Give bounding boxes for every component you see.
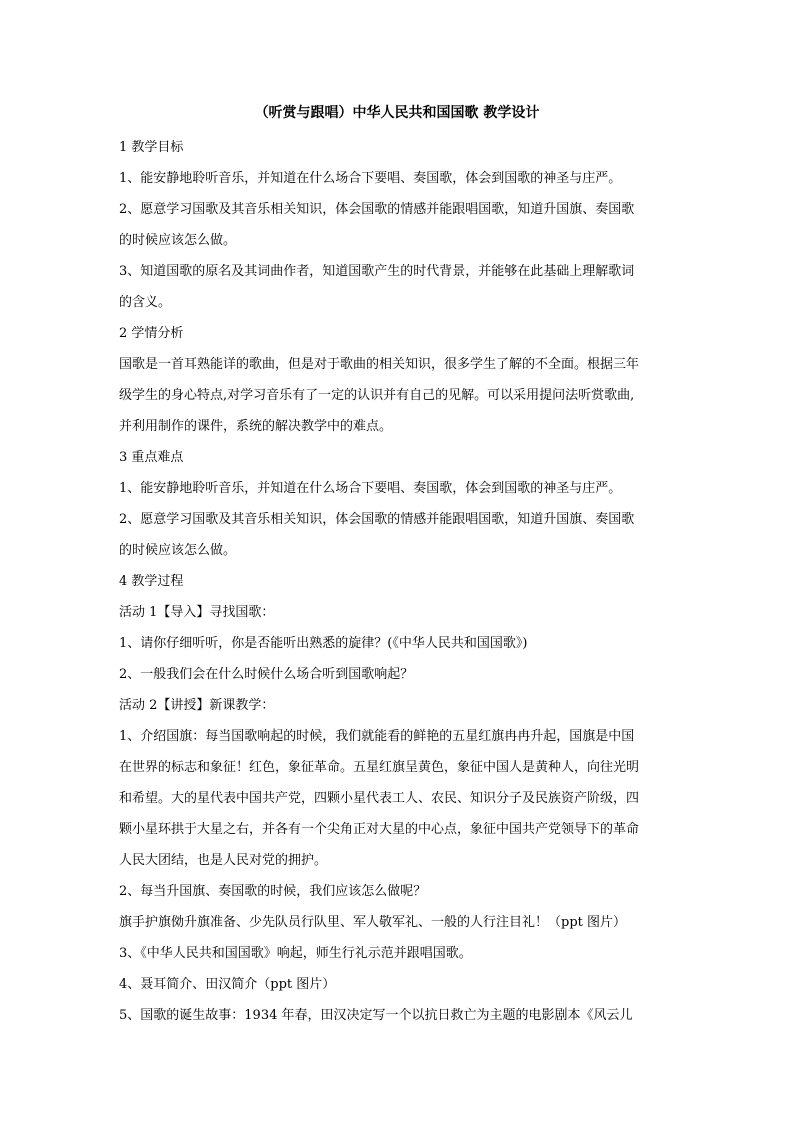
text-line: 3、知道国歌的原名及其词曲作者，知道国歌产生的时代背景，并能够在此基础上理解歌词: [119, 264, 635, 279]
text-line: 并利用制作的课件，系统的解决教学中的难点。: [119, 419, 393, 434]
text-line: 活动 1【导入】寻找国歌：: [119, 605, 275, 620]
text-line: 人民大团结，也是人民对党的拥护。: [119, 853, 328, 868]
text-line: 的含义。: [119, 295, 172, 310]
document-title: （听赏与跟唱）中华人民共和国国歌 教学设计: [254, 105, 540, 121]
text-line: 1 教学目标: [119, 140, 184, 155]
text-line: 4 教学过程: [119, 574, 184, 589]
text-line: 2 学情分析: [119, 326, 184, 341]
text-line: 活动 2【讲授】新课教学：: [119, 698, 275, 713]
text-line: 4、聂耳简介、田汉简介（ppt 图片）: [119, 977, 336, 992]
text-line: 的时候应该怎么做。: [119, 233, 237, 248]
text-line: 1、能安静地聆听音乐，并知道在什么场合下要唱、奏国歌，体会到国歌的神圣与庄严。: [119, 481, 622, 496]
document-body: [119, 102, 675, 1031]
text-line: 级学生的身心特点,对学习音乐有了一定的认识并有自己的见解。可以采用提问法听赏歌曲,: [119, 388, 635, 403]
text-line: 2、一般我们会在什么时候什么场合听到国歌响起？: [119, 667, 414, 682]
text-line: 1、介绍国旗：每当国歌响起的时候，我们就能看的鲜艳的五星红旗冉冉升起，国旗是中国: [119, 729, 635, 744]
text-line: 5、国歌的诞生故事：1934 年春，田汉决定写一个以抗日救亡为主题的电影剧本《风云儿: [119, 1008, 633, 1023]
text-line: 3、《中华人民共和国国歌》响起，师生行礼示范并跟唱国歌。: [119, 946, 472, 961]
document-lines: [119, 132, 675, 1031]
text-line: 1、请你仔细听听，你是否能听出熟悉的旋律？(《中华人民共和国国歌》): [119, 636, 528, 651]
text-line: 和希望。大的星代表中国共产党，四颗小星代表工人、农民、知识分子及民族资产阶级，四: [119, 791, 640, 806]
text-line: 3 重点难点: [119, 450, 184, 465]
text-line: 的时候应该怎么做。: [119, 543, 237, 558]
text-line: 1、能安静地聆听音乐，并知道在什么场合下要唱、奏国歌，体会到国歌的神圣与庄严。: [119, 171, 622, 186]
text-line: 旗手护旗俲升旗准备、少先队员行队里、军人敬军礼、一般的人行注目礼！（ppt 图片）: [119, 915, 627, 930]
text-line: 2、愿意学习国歌及其音乐相关知识，体会国歌的情感并能跟唱国歌，知道升国旗、奏国歌: [119, 512, 635, 527]
text-line: 国歌是一首耳熟能详的歌曲，但是对于歌曲的相关知识，很多学生了解的不全面。根据三年: [119, 357, 640, 372]
text-line: 在世界的标志和象征！红色，象征革命。五星红旗呈黄色，象征中国人是黄种人，向往光明: [119, 760, 640, 775]
text-line: 2、每当升国旗、奏国歌的时候，我们应该怎么做呢？: [119, 884, 427, 899]
text-line: 颗小星环拱于大星之右，并各有一个尖角正对大星的中心点，象征中国共产党领导下的革命: [119, 822, 640, 837]
text-line: 2、愿意学习国歌及其音乐相关知识，体会国歌的情感并能跟唱国歌，知道升国旗、奏国歌: [119, 202, 635, 217]
